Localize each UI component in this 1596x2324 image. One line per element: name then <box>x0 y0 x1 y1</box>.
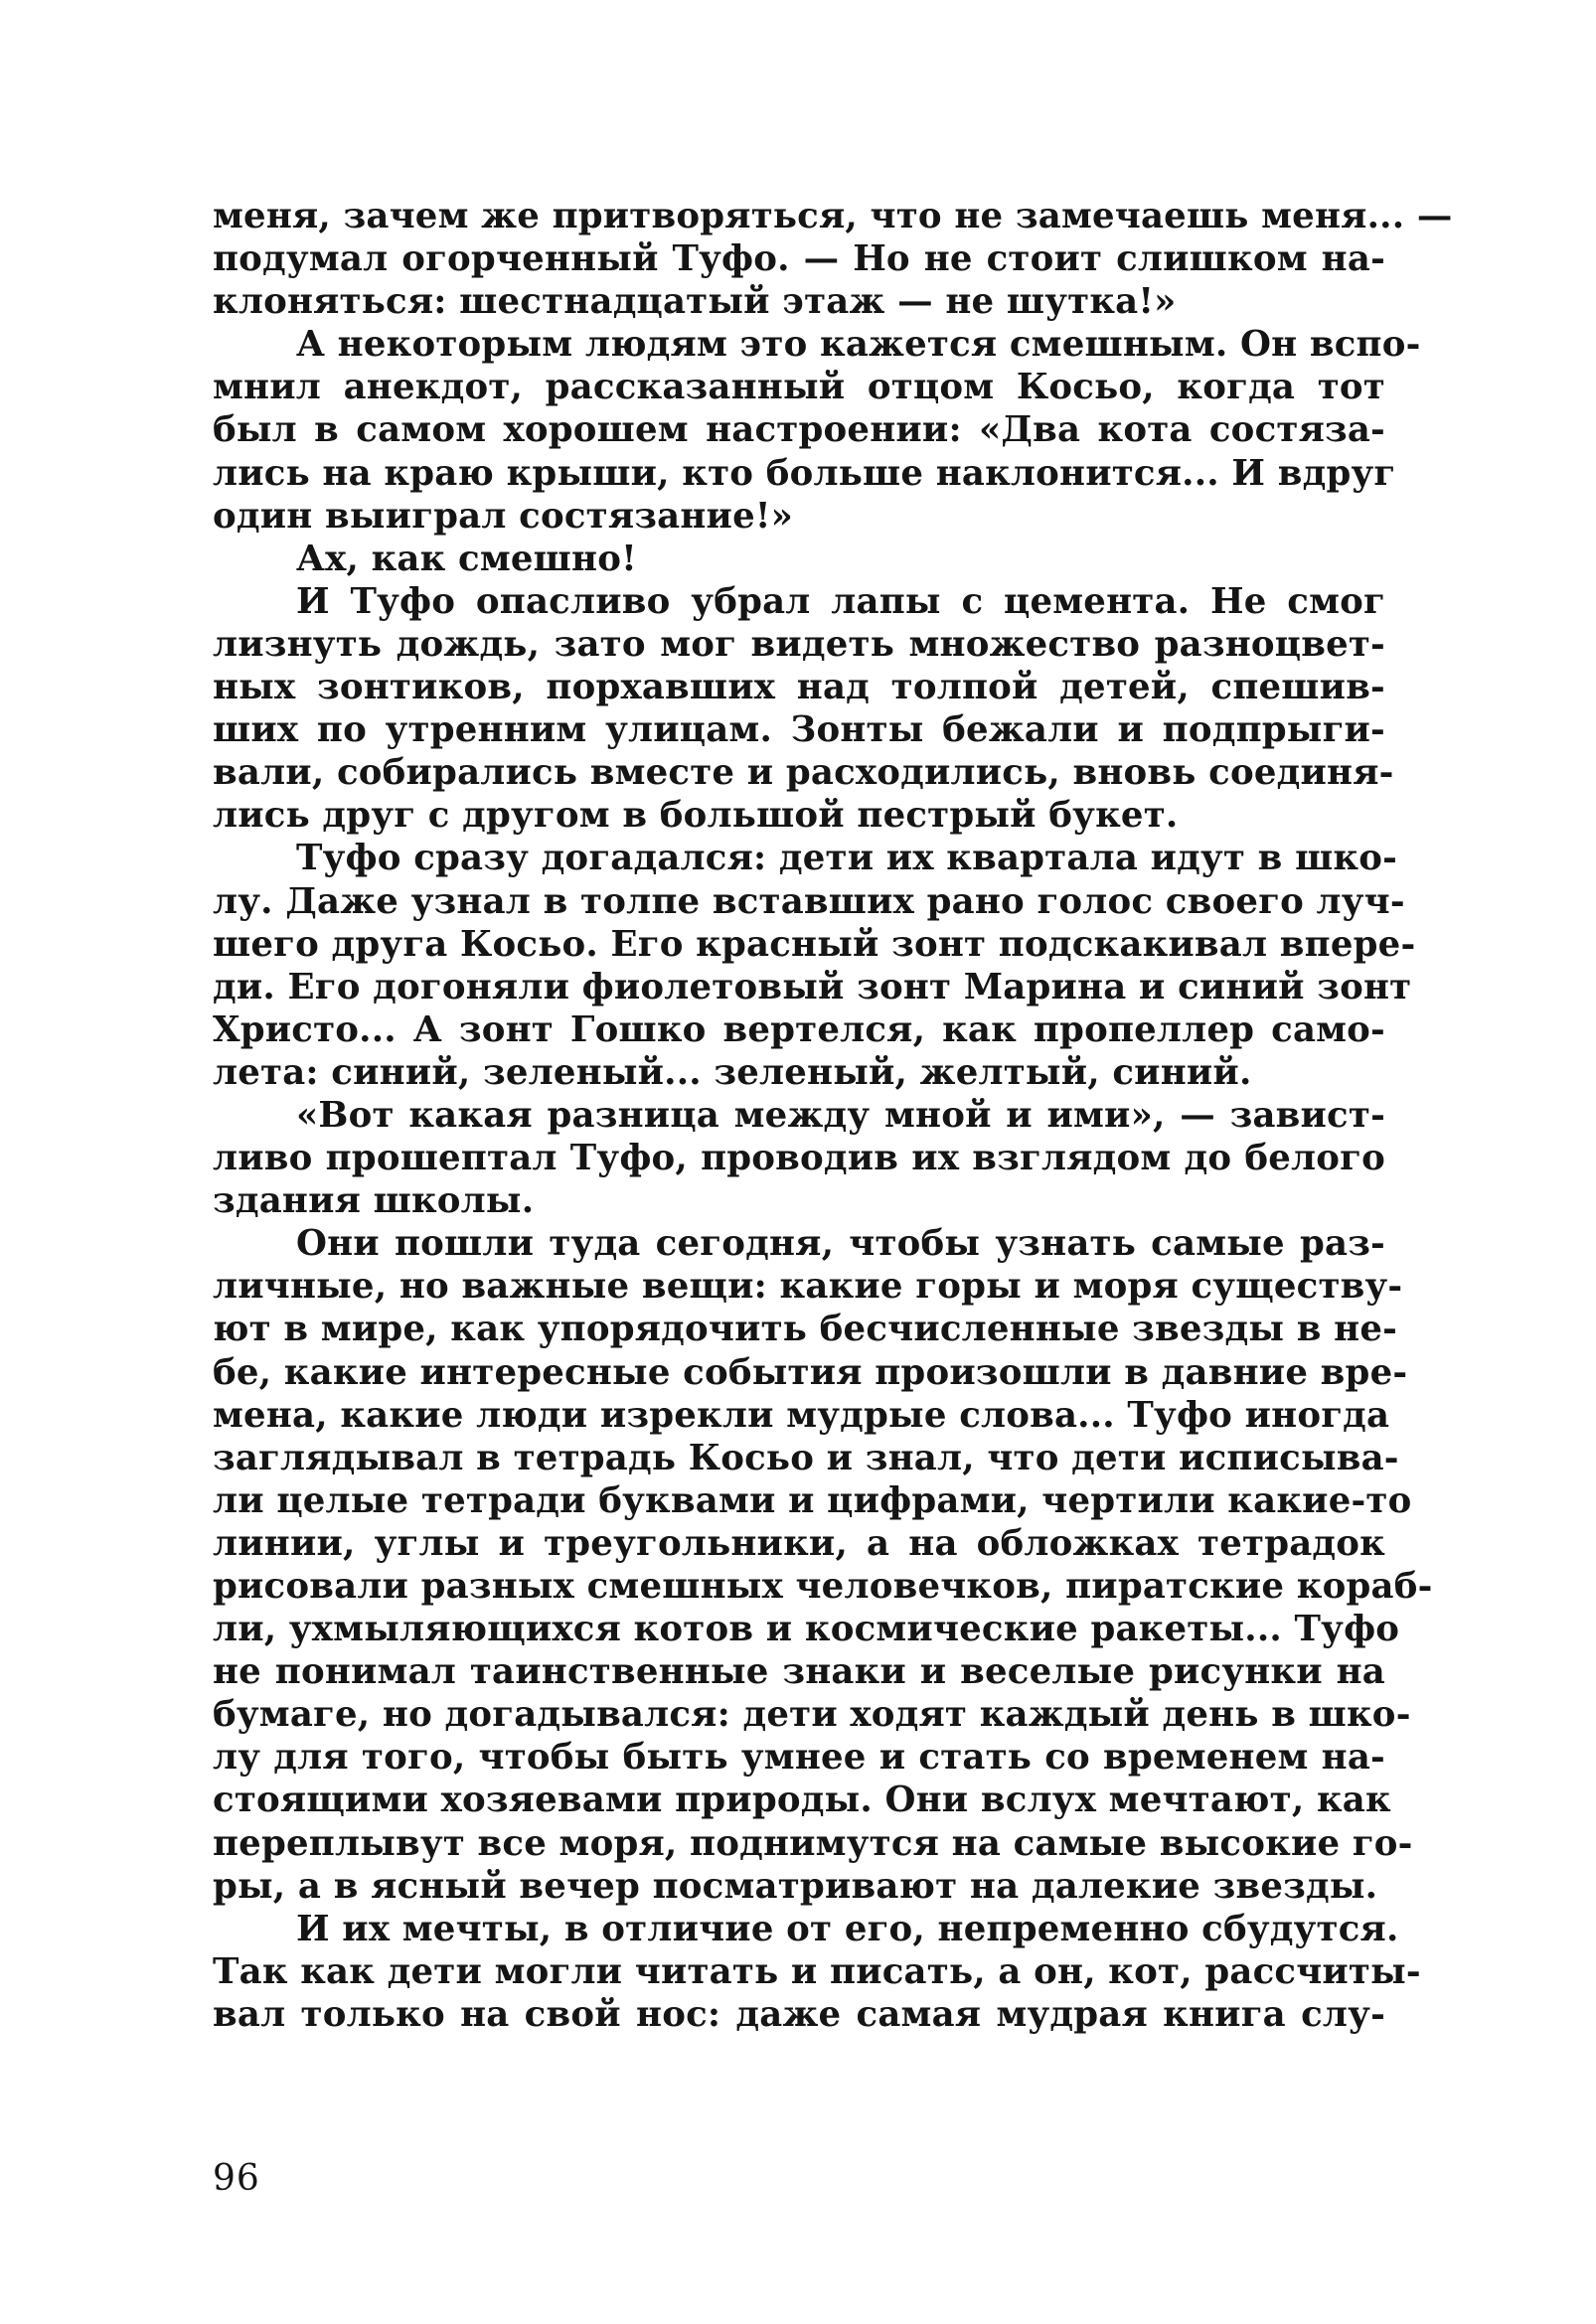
text-line: линии, углы и треугольники, а на обложках тетрадок <box>213 1522 1385 1564</box>
text-line: Они пошли туда сегодня, чтобы узнать самые раз- <box>296 1223 1385 1265</box>
text-line: один выиграл состязание!» <box>213 495 794 537</box>
text-line: ливо прошептал Туфо, проводив их взглядом до белого <box>213 1138 1385 1179</box>
text-line: переплывут все моря, поднимутся на самые высокие го- <box>213 1822 1413 1864</box>
text-line: клоняться: шестнадцатый этаж — не шутка!» <box>213 281 1177 323</box>
text-line: ших по утренним улицам. Зонты бежали и подпрыги- <box>213 709 1385 751</box>
text-line: здания школы. <box>213 1180 535 1222</box>
text-line: лись друг с другом в большой пестрый букет. <box>213 795 1179 837</box>
text-line: вал только на свой нос: даже самая мудрая книга слу- <box>213 1993 1385 2035</box>
text-line: Так как дети могли читать и писать, а он, кот, рассчиты- <box>213 1950 1421 1992</box>
text-line: заглядывал в тетрадь Косьо и знал, что дети исписыва- <box>213 1437 1399 1478</box>
text-line: «Вот какая разница между мной и ими», — завист- <box>296 1094 1385 1136</box>
text-line: рисовали разных смешных человечков, пиратские кораб- <box>213 1566 1433 1607</box>
page-number: 96 <box>213 2158 260 2199</box>
text-line: бе, какие интересные события произошли в давние вре- <box>213 1351 1408 1393</box>
text-line: мнил анекдот, рассказанный отцом Косьо, когда тот <box>213 367 1385 408</box>
text-line: не понимал таинственные знаки и веселые рисунки на <box>213 1651 1385 1693</box>
text-line: стоящими хозяевами природы. Они вслух мечтают, как <box>213 1780 1391 1821</box>
text-line: И Туфо опасливо убрал лапы с цемента. Не смог <box>296 580 1385 622</box>
text-line: Туфо сразу догадался: дети их квартала идут в шко- <box>296 838 1398 879</box>
text-line: И их мечты, в отличие от его, непременно сбудутся. <box>296 1908 1399 1949</box>
text-line: ли целые тетради буквами и цифрами, чертили какие-то <box>213 1479 1412 1521</box>
text-line: вали, собирались вместе и расходились, вновь соединя- <box>213 752 1394 794</box>
text-line: ли, ухмыляющихся котов и космические ракеты... Туфо <box>213 1609 1400 1650</box>
text-line: меня, зачем же притворяться, что не замечаешь меня... — <box>213 196 1453 236</box>
text-line: А некоторым людям это кажется смешным. Он вспо- <box>296 324 1421 366</box>
text-line: бумаге, но догадывался: дети ходят каждый день в шко- <box>213 1694 1411 1736</box>
text-line: Ах, как смешно! <box>296 538 637 579</box>
text-line: шего друга Косьо. Его красный зонт подскакивал впере- <box>213 923 1416 965</box>
text-line: ют в мире, как упорядочить бесчисленные звезды в не- <box>213 1309 1398 1350</box>
text-line: Христо... А зонт Гошко вертелся, как пропеллер само- <box>213 1008 1385 1050</box>
text-line: лизнуть дождь, зато мог видеть множество разноцвет- <box>213 623 1385 665</box>
text-line: ди. Его догоняли фиолетовый зонт Марина и синий зонт <box>213 966 1412 1007</box>
text-line: лу для того, чтобы быть умнее и стать со временем на- <box>213 1737 1385 1779</box>
page-body-text <box>213 195 1453 2036</box>
text-line: лу. Даже узнал в толпе вставших рано голос своего луч- <box>213 880 1405 922</box>
text-line: личные, но важные вещи: какие горы и моря существу- <box>213 1266 1403 1308</box>
text-line: подумал огорченный Туфо. — Но не стоит слишком на- <box>213 238 1385 280</box>
text-line: лись на краю крыши, кто больше наклонится... И вдруг <box>213 452 1396 494</box>
text-line: мена, какие люди изрекли мудрые слова... Туфо иногда <box>213 1394 1390 1436</box>
text-line: был в самом хорошем настроении: «Два кота состяза- <box>213 409 1385 451</box>
text-line: лета: синий, зеленый... зеленый, желтый, синий. <box>213 1051 1252 1093</box>
text-line: ных зонтиков, порхавших над толпой детей, спешив- <box>213 667 1385 708</box>
text-line: ры, а в ясный вечер посматривают на далекие звезды. <box>213 1865 1378 1907</box>
